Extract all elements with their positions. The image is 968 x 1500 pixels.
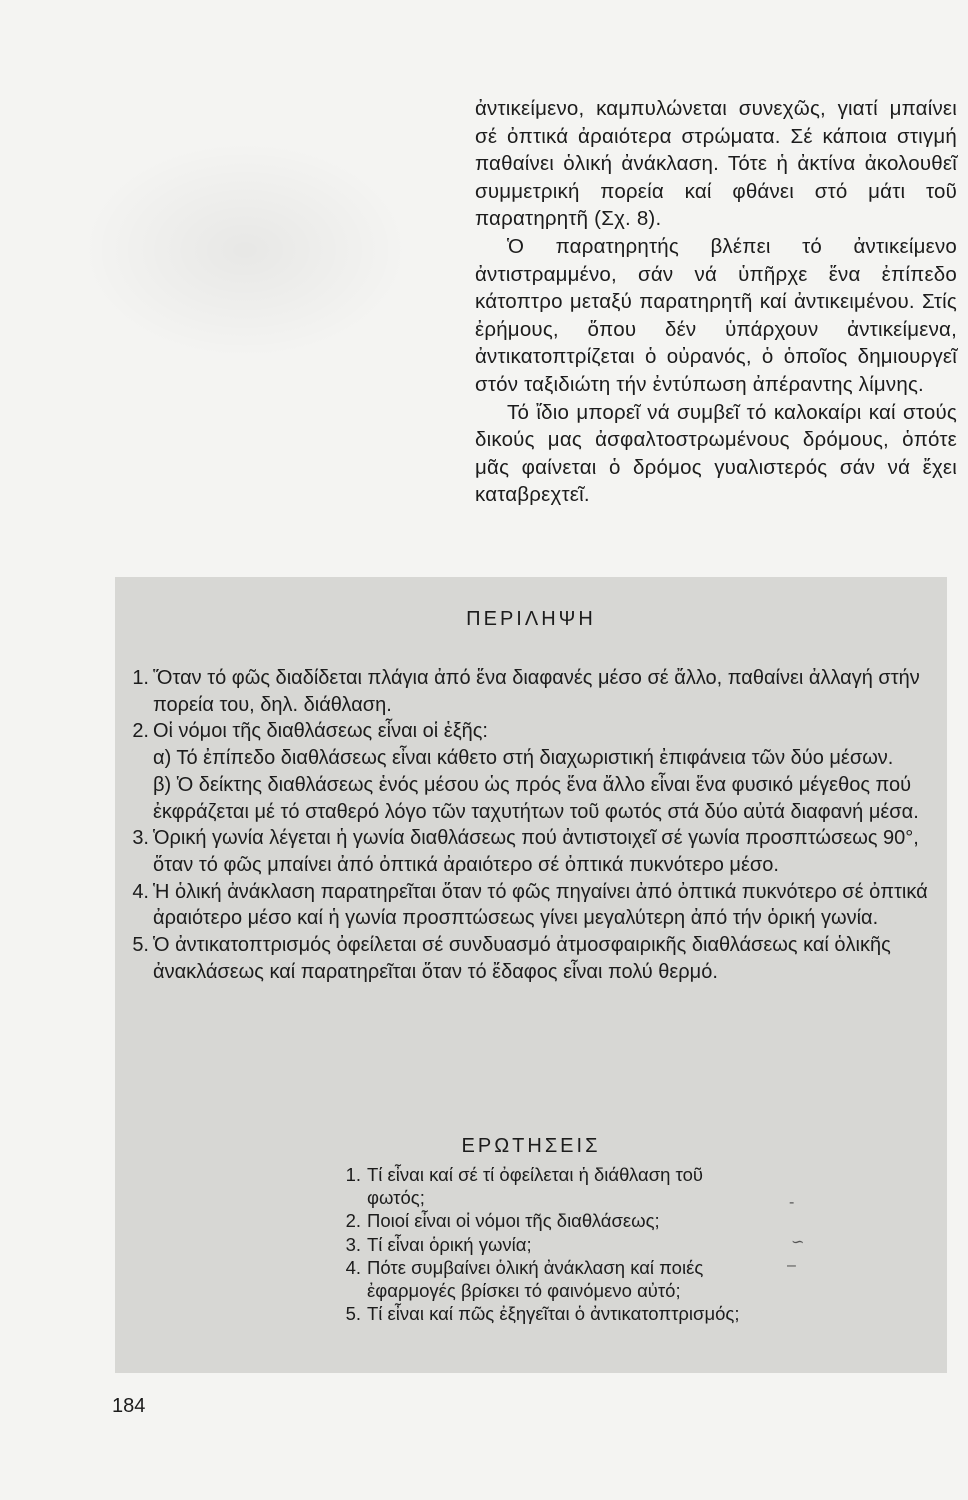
question-item <box>337 1209 757 1232</box>
summary-item-number: 2. <box>132 720 149 743</box>
body-paragraph: Ὁ παρατηρητής βλέπει τό ἀντικείμενο ἀντιστραμμένο, σάν νά ὑπῆρχε ἕνα ἐπίπεδο κάτοπτρο μεταξύ παρατηρητῆ καί ἀντικειμένου. Στίς ἐρήμους, ὅπου δέν ὑπάρχουν ἀντικείμενα, ἀντικατοπτρίζεται ὁ οὐρανός, ὁ ὁποῖος δημιουργεῖ στόν ταξιδιώτη τήν ἐντύπωση ἀπέραντης λίμνης. <box>475 234 957 396</box>
question-number: 2. <box>345 1210 361 1232</box>
summary-item-text: Οἱ νόμοι τῆς διαθλάσεως εἶναι οἱ ἑξῆς: <box>153 720 488 743</box>
summary-list <box>123 665 935 985</box>
body-paragraph: ἀντικείμενο, καμπυλώνεται συνεχῶς, γιατί μπαίνει σέ ὀπτικά ἀραιότερα στρώματα. Σέ κάποια στιγμή παθαίνει ὁλική ἀνάκλαση. Τότε ἡ ἀκτίνα ἀκολουθεῖ συμμετρική πορεία καί φθάνει στό μάτι τοῦ παρατηρητῆ (Σχ. 8). <box>475 97 957 231</box>
summary-item <box>123 718 935 825</box>
question-text: Ποιοί εἶναι οἱ νόμοι τῆς διαθλάσεως; <box>367 1210 660 1232</box>
summary-item-number: 4. <box>132 880 149 903</box>
summary-item <box>123 665 935 718</box>
pen-mark-icon: – <box>787 1257 796 1274</box>
question-text: Τί εἶναι ὁρική γωνία; <box>367 1233 532 1255</box>
summary-item-text: Ἡ ὁλική ἀνάκλαση παρατηρεῖται ὅταν τό φῶς πηγαίνει ἀπό ὀπτικά πυκνότερο σέ ὀπτικά ἀραιότερο μέσο καί ἡ γωνία προσπτώσεως γίνει μεγαλύτερη ἀπό τήν ὁρική γωνία. <box>153 880 928 930</box>
summary-item <box>123 825 935 878</box>
pen-mark-icon: ‐ <box>789 1194 795 1211</box>
body-paragraph: Τό ἴδιο μπορεῖ νά συμβεῖ τό καλοκαίρι καί στούς δικούς μας ἀσφαλτοστρωμένους δρόμους, ὁπότε μᾶς φαίνεται ὁ δρόμος γυαλιστερός σάν νά ἔχει καταβρεχτεῖ. <box>475 400 957 507</box>
summary-item-number: 3. <box>132 827 149 850</box>
question-item <box>337 1302 757 1325</box>
summary-box <box>115 577 947 1373</box>
question-text: Πότε συμβαίνει ὁλική ἀνάκλαση καί ποιές ἐφαρμογές βρίσκει τό φαινόμενο αὐτό; <box>367 1256 704 1302</box>
question-number: 3. <box>345 1233 361 1255</box>
question-number: 1. <box>345 1164 361 1185</box>
page-number: 184 <box>112 1395 146 1417</box>
summary-item-number: 1. <box>132 667 149 689</box>
summary-item <box>123 879 935 932</box>
summary-subitem-a: α) Τό ἐπίπεδο διαθλάσεως εἶναι κάθετο στή διαχωριστική ἐπιφάνεια τῶν δύο μέσων. <box>153 747 894 770</box>
question-number: 4. <box>345 1256 361 1278</box>
question-number: 5. <box>345 1303 361 1325</box>
question-text: Τί εἶναι καί πῶς ἐξηγεῖται ὁ ἀντικατοπτρισμός; <box>367 1303 740 1325</box>
summary-item-text: Ὁ ἀντικατοπτρισμός ὀφείλεται σέ συνδυασμό ἀτμοσφαιρικῆς διαθλάσεως καί ὁλικῆς ἀνακλάσεως καί παρατηρεῖται ὅταν τό ἔδαφος εἶναι πολύ θερμό. <box>153 934 891 983</box>
summary-item-text: Ὁρική γωνία λέγεται ἡ γωνία διαθλάσεως πού ἀντιστοιχεῖ σέ γωνία προσπτώσεως 90°, ὅταν τό φῶς μπαίνει ἀπό ὀπτικά ἀραιότερο σέ ὀπτικά πυκνότερο μέσο. <box>153 827 919 876</box>
faded-figure-bleedthrough <box>80 140 410 360</box>
summary-item-text: Ὅταν τό φῶς διαδίδεται πλάγια ἀπό ἕνα διαφανές μέσο σέ ἄλλο, παθαίνει ἀλλαγή στήν πορεία του, δηλ. διάθλαση. <box>153 667 920 716</box>
pen-mark-icon: ∽ <box>791 1234 805 1251</box>
summary-subitem-b: β) Ὁ δείκτης διαθλάσεως ἑνός μέσου ὡς πρός ἕνα ἄλλο εἶναι ἕνα φυσικό μέγεθος πού ἐκφράζεται μέ τό σταθερό λόγο τῶν ταχυτήτων τοῦ φωτός στά δύο αὐτά διαφανή μέσα. <box>153 773 919 823</box>
summary-title: ΠΕΡΙΛΗΨΗ <box>466 608 596 630</box>
questions-list <box>337 1163 757 1325</box>
summary-item-number: 5. <box>132 934 149 957</box>
question-item <box>337 1163 757 1209</box>
question-item <box>337 1256 757 1302</box>
summary-item <box>123 932 935 985</box>
question-item <box>337 1233 757 1256</box>
body-text-column <box>475 95 957 509</box>
question-text: Τί εἶναι καί σέ τί ὀφείλεται ἡ διάθλαση τοῦ φωτός; <box>367 1164 703 1209</box>
questions-title: ΕΡΩΤΗΣΕΙΣ <box>461 1135 601 1157</box>
